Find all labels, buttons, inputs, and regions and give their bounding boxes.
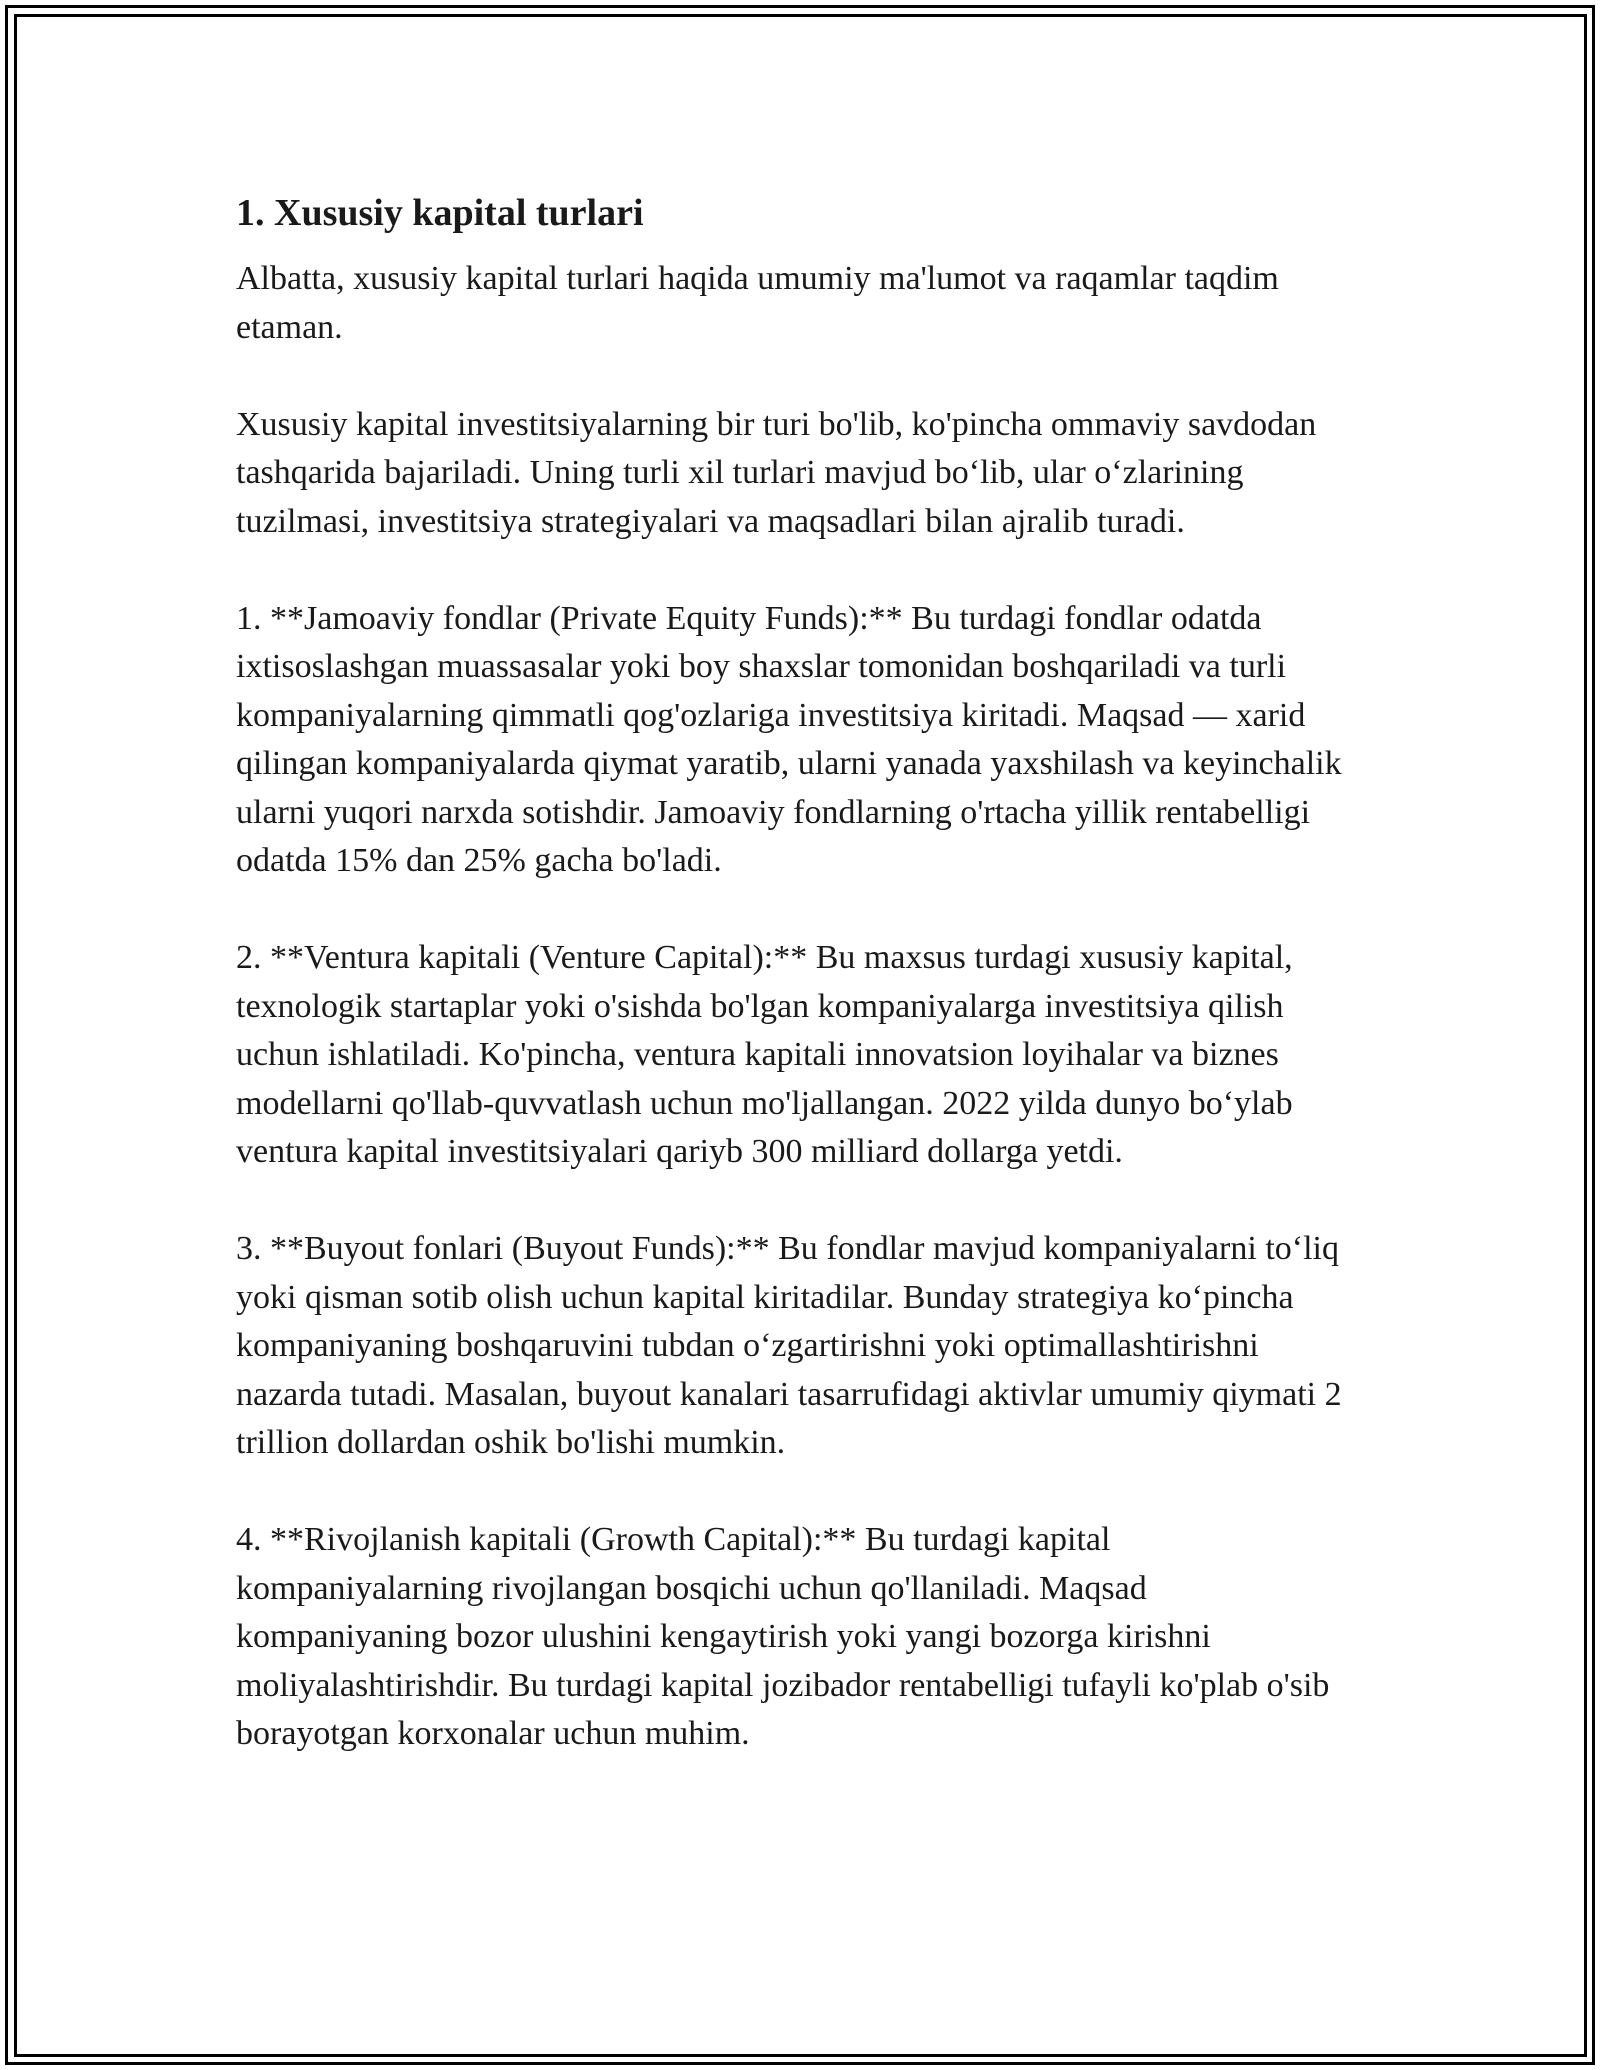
list-item-growth-capital: 4. **Rivojlanish kapitali (Growth Capital):** Bu turdagi kapital kompaniyalarning rivojlangan bosqichi uchun qo'llaniladi. Maqsad kompaniyaning bozor ulushini kengaytirish yoki yangi bozorga kirishni moliyalashtirishdir. Bu turdagi kapital jozibador rentabelligi tufayli ko'plab o'sib borayotgan korxonalar uchun muhim. xyxy=(236,1521,1330,1752)
intro-paragraph: Albatta, xususiy kapital turlari haqida umumiy ma'lumot va raqamlar taqdim etaman. xyxy=(236,260,1279,346)
list-item-private-equity-funds: 1. **Jamoaviy fondlar (Private Equity Funds):** Bu turdagi fondlar odatda ixtisoslashgan muassasalar yoki boy shaxslar tomonidan boshqariladi va turli kompaniyalarning qimmatli qog'ozlariga investitsiya kiritadi. Maqsad — xarid qilingan kompaniyalarda qiymat yaratib, ularni yanada yaxshilash va keyinchalik ularni yuqori narxda sotishdir. Jamoaviy fondlarning o'rtacha yillik rentabelligi odatda 15% dan 25% gacha bo'ladi. xyxy=(236,599,1342,879)
list-item-buyout-funds: 3. **Buyout fonlari (Buyout Funds):** Bu fondlar mavjud kompaniyalarni to‘liq yoki qisman sotib olish uchun kapital kiritadilar. Bunday strategiya ko‘pincha kompaniyaning boshqaruvini tubdan o‘zgartirishni yoki optimallashtirishni nazarda tutadi. Masalan, buyout kanalari tasarrufidagi aktivlar umumiy qiymati 2 trillion dollardan oshik bo'lishi mumkin. xyxy=(236,1230,1342,1461)
overview-paragraph: Xususiy kapital investitsiyalarning bir turi bo'lib, ko'pincha ommaviy savdodan tashqarida bajariladi. Uning turli xil turlari mavjud bo‘lib, ular o‘zlarining tuzilmasi, investitsiya strategiyalari va maqsadlari bilan ajralib turadi. xyxy=(236,405,1317,540)
section-heading: 1. Xususiy kapital turlari xyxy=(236,192,644,234)
list-item-venture-capital: 2. **Ventura kapitali (Venture Capital):** Bu maxsus turdagi xususiy kapital, texnologik startaplar yoki o'sishda bo'lgan kompaniyalarga investitsiya qilish uchun ishlatiladi. Ko'pincha, ventura kapitali innovatsion loyihalar va biznes modellarni qo'llab-quvvatlash uchun mo'ljallangan. 2022 yilda dunyo bo‘ylab ventura kapital investitsiyalari qariyb 300 milliard dollarga yetdi. xyxy=(236,939,1293,1170)
document-body xyxy=(236,185,1366,1759)
